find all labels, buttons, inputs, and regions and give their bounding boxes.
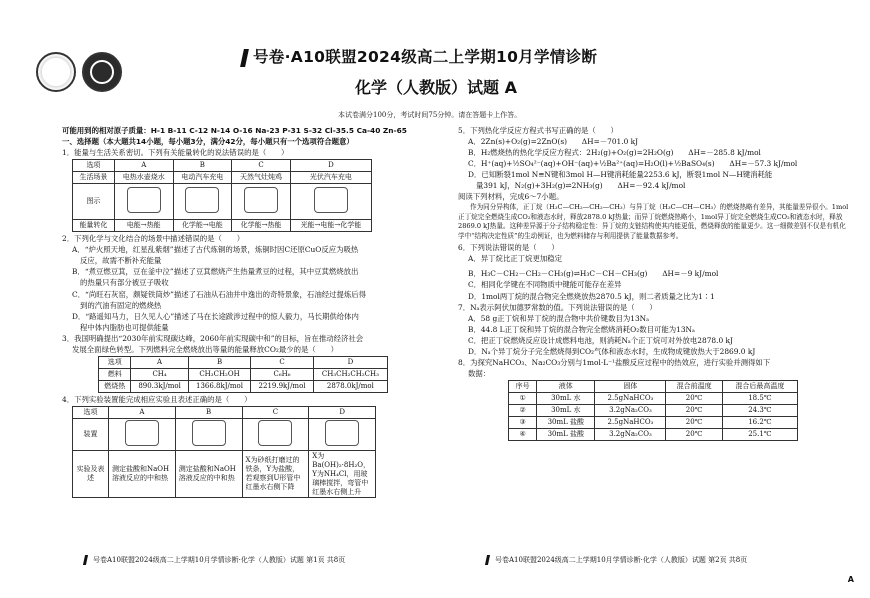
- table-cell: C: [232, 160, 291, 172]
- table-cell: 30mL 盐酸: [537, 416, 595, 428]
- table-cell: C₆H₆: [251, 368, 314, 380]
- table-cell: 20℃: [666, 428, 722, 440]
- atomic-masses: 可能用到的相对原子质量：H-1 B-11 C-12 N-14 O-16 Na-23 P-31 S-32 Cl-35.5 Ca-40 Zn-65: [62, 126, 407, 135]
- table-cell: 18.5℃: [722, 392, 797, 404]
- title-text: ·A10联盟2024级高二上学期10月学情诊断: [284, 48, 598, 66]
- table-cell: 30mL 盐酸: [537, 428, 595, 440]
- table-cell: 20℃: [666, 404, 722, 416]
- question-7: 7．Nₐ表示阿伏加德罗常数的值。下列说法错误的是（ ）: [458, 302, 657, 312]
- q2-option-b: B．“煮豆燃豆萁，豆在釜中泣”描述了豆萁燃烧产生热量煮豆的过程，其中豆萁燃烧放出: [72, 267, 359, 277]
- table-cell: 选项: [99, 356, 131, 368]
- table-cell: B: [175, 406, 242, 418]
- table-cell: 20℃: [666, 416, 722, 428]
- school-seal-logo: [36, 52, 76, 92]
- question-5: 5．下列热化学反应方程式书写正确的是（ ）: [458, 126, 618, 135]
- q7-option-c: C．把正丁烷燃烧反应设计成燃料电池，则消耗Nₐ个正丁烷可对外放电2878.0 kJ: [468, 335, 733, 345]
- q2-option-a: A．“炉火照天地，红星乱紫烟”描述了古代炼铜的场景，炼铜时因C还原CuO反应为吸热: [72, 245, 359, 255]
- table-cell: ②: [509, 404, 537, 416]
- table-cell: 2.5gNaHCO₃: [595, 416, 666, 428]
- brand-mark-icon: [485, 555, 490, 565]
- q5-option-d-cont: 量391 kJ，N₂(g)+3H₂(g)⇌2NH₃(g) ΔH=－92.4 kJ/mol: [476, 181, 686, 191]
- q8-table: [508, 380, 798, 441]
- question-4: 4．下列实验装置能完成相应实验且表述正确的是（ ）: [62, 394, 252, 404]
- q5-option-d: D．已知断裂1mol N≡N键和3mol H—H键消耗能量2253.6 kJ，断裂1mol N—H键消耗能: [468, 170, 773, 180]
- table-cell: 24.3℃: [722, 404, 797, 416]
- question-2: 2．下列化学与文化结合的场景中描述错误的是（ ）: [62, 234, 245, 244]
- table-cell: A: [114, 160, 173, 172]
- solar-car-illustration: [290, 184, 371, 220]
- q1-table: [72, 159, 372, 232]
- table-cell: ③: [509, 416, 537, 428]
- q2-option-c: C．“尚旺石灰窑，颇疑铁筒炒”描述了石油从石油井中逸出的奇特景象，石油经过提炼后得: [72, 289, 367, 299]
- table-cell: D: [290, 160, 371, 172]
- table-cell: 2.5gNaHCO₃: [595, 392, 666, 404]
- table-cell: X为Ba(OH)₂·8H₂O，Y为NH₄Cl，用玻璃棒搅拌，弯管中红墨水右侧上升: [309, 450, 376, 498]
- table-row: [509, 392, 798, 404]
- table-cell: 实验及表述: [73, 450, 109, 498]
- q3-table: [98, 356, 388, 393]
- table-cell: 3.2gNa₂CO₃: [595, 404, 666, 416]
- table-cell: 混合后最高温度: [722, 381, 797, 393]
- question-1: 1．能量与生活关系密切。下列有关能量转化的说法错误的是（ ）: [62, 148, 289, 158]
- table-cell: 890.3kJ/mol: [131, 380, 188, 392]
- q6-option-c: C．相同化学键在不同物质中键能可能存在差异: [468, 280, 622, 290]
- u-tube-beaker-diagram: [309, 418, 376, 450]
- table-cell: 固体: [595, 381, 666, 393]
- calorimeter-sensor-diagram: [175, 418, 242, 450]
- exam-title: [242, 48, 597, 68]
- section-heading: 一、选择题（本大题共14小题，每小题3分，满分42分，每小题只有一个选项符合题意）: [62, 137, 354, 147]
- table-cell: 3.2gNa₂CO₃: [595, 428, 666, 440]
- question-6: 6．下列说法错误的是（ ）: [458, 242, 559, 252]
- q2-option-a-cont: 反应，故需不断补充能量: [80, 256, 162, 266]
- table-cell: 电热水壶烧水: [114, 172, 173, 184]
- table-cell: B: [173, 160, 232, 172]
- q4-table: [72, 406, 376, 499]
- table-row: [509, 428, 798, 440]
- table-row: [509, 416, 798, 428]
- calorimeter-diagram: [109, 418, 176, 450]
- table-cell: 能量转化: [73, 220, 115, 232]
- brand-mark-icon: [240, 49, 249, 67]
- table-cell: 图示: [73, 184, 115, 220]
- table-cell: 1366.8kJ/mol: [188, 380, 251, 392]
- table-cell: 选项: [73, 406, 109, 418]
- q2-option-d-cont: 程中体内脂肪也可提供能量: [80, 322, 169, 332]
- table-cell: 天然气灶炖鸡: [232, 172, 291, 184]
- table-cell: 化学能→热能: [232, 220, 291, 232]
- q6-option-d: D．1mol两丁烷的混合物完全燃烧放热2870.5 kJ，则二者质量之比为1∶1: [468, 291, 715, 301]
- table-cell: 燃料: [99, 368, 131, 380]
- table-row: [509, 404, 798, 416]
- table-cell: 序号: [509, 381, 537, 393]
- table-cell: CH₄: [131, 368, 188, 380]
- corner-mark: A: [847, 575, 854, 584]
- page-footer-1: [84, 555, 345, 565]
- q7-option-b: B．44.8 L正丁烷和异丁烷的混合物完全燃烧消耗O₂数目可能为13Nₐ: [468, 324, 695, 334]
- table-cell: ①: [509, 392, 537, 404]
- q2-option-b-cont: 的热量只有部分被豆子吸收: [80, 278, 169, 288]
- table-cell: 光能→电能→化学能: [290, 220, 371, 232]
- kettle-illustration: [114, 184, 173, 220]
- table-cell: D: [313, 356, 387, 368]
- q5-option-c: C．H⁺(aq)+½SO₄²⁻(aq)+OH⁻(aq)+½Ba²⁺(aq)=H₂O(l)+½BaSO₄(s) ΔH=－57.3 kJ/mol: [468, 159, 798, 169]
- question-3-cont: 发展全面绿色转型。下列燃料完全燃烧放出等量的能量释放CO₂最少的是（ ）: [72, 344, 338, 354]
- table-cell: D: [309, 406, 376, 418]
- footer-text: A10联盟2024级高二上学期10月学情诊断·化学（人教版）试题 第2页 共8页: [509, 556, 748, 564]
- question-8: 8．为探究NaHCO₃、Na₂CO₃分别与1mol·L⁻¹盐酸反应过程中的热效应，进行实验并测得如下: [458, 357, 771, 367]
- table-cell: 液体: [537, 381, 595, 393]
- brand-name: 号卷: [253, 48, 285, 66]
- gas-stove-illustration: [232, 184, 291, 220]
- table-cell: 30mL 水: [537, 404, 595, 416]
- table-cell: 燃烧热: [99, 380, 131, 392]
- question-3: 3．我国明确提出“2030年前实现碳达峰，2060年前实现碳中和”的目标，旨在推动经济社会: [62, 333, 364, 343]
- table-cell: 电动汽车充电: [173, 172, 232, 184]
- right-column: [458, 126, 850, 441]
- table-cell: 选项: [73, 160, 115, 172]
- footer-brand: 号卷: [93, 556, 107, 564]
- q7-option-d: D．Nₐ个异丁烷分子完全燃烧得到CO₂气体和液态水时，生成物成键放热大于2869.0 kJ: [468, 346, 756, 356]
- table-cell: 光伏汽车充电: [290, 172, 371, 184]
- page-footer-2: [486, 555, 747, 565]
- table-cell: 混合前温度: [666, 381, 722, 393]
- table-cell: ④: [509, 428, 537, 440]
- exam-subtitle: 化学（人教版）试题 A: [355, 78, 517, 97]
- table-cell: CH₃CH₂OH: [188, 368, 251, 380]
- table-cell: X为砂纸打磨过的铁条，Y为盐酸，若观察到U形管中红墨水右侧下降: [242, 450, 309, 498]
- q6-option-a: A．异丁烷比正丁烷更加稳定: [468, 253, 563, 263]
- footer-brand: 号卷: [495, 556, 509, 564]
- education-seal-logo: [82, 52, 122, 92]
- table-cell: 25.1℃: [722, 428, 797, 440]
- table-cell: CH₃CH₂CH₂CH₃: [313, 368, 387, 380]
- footer-text: A10联盟2024级高二上学期10月学情诊断·化学（人教版）试题 第1页 共8页: [107, 556, 346, 564]
- q2-option-d: D．“路遥知马力，日久见人心”描述了马在长途跋涉过程中的惊人毅力，马长期供给体内: [72, 311, 359, 321]
- table-cell: 20℃: [666, 392, 722, 404]
- q5-option-b: B．H₂燃烧热的热化学反应方程式：2H₂(g)+O₂(g)=2H₂O(g) ΔH=－285.8 kJ/mol: [468, 148, 761, 158]
- reading-passage: 作为同分异构体，正丁烷（H₃C—CH₂—CH₂—CH₃）与异丁烷（H₃C—CH—CH₃）的燃烧热略有差异，其能量差异很小。1mol正丁烷完全燃烧生成CO₂和液态水时，释放2878.0 kJ热量；而异丁烷燃烧热略小，1mol异丁烷完全燃烧生成CO₂和液态水时，释放2869.0 kJ热量。这种差异源于分子结构稳定性：异丁烷的支链结构使其内能更低，燃烧释放的能量更少。这一细微差别不仅是有机化学中“结构决定性质”的生动例证，也为燃料储存与利用提供了能量数据参考。: [458, 203, 849, 240]
- table-cell: 电能→热能: [114, 220, 173, 232]
- question-8-cont: 数据：: [468, 368, 491, 378]
- table-cell: 2219.9kJ/mol: [251, 380, 314, 392]
- table-cell: 16.2℃: [722, 416, 797, 428]
- table-cell: 测定盐酸和NaOH溶液反应的中和热: [175, 450, 242, 498]
- brand-mark-icon: [83, 555, 88, 565]
- table-cell: C: [251, 356, 314, 368]
- table-cell: 测定盐酸和NaOH溶液反应的中和热: [109, 450, 176, 498]
- q5-option-a: A．2Zn(s)+O₂(g)=2ZnO(s) ΔH=－701.0 kJ: [468, 137, 639, 147]
- reading-instruction: 阅读下列材料，完成6～7小题。: [458, 192, 564, 202]
- left-column: [62, 126, 454, 498]
- u-tube-flask-diagram: [242, 418, 309, 450]
- table-cell: 30mL 水: [537, 392, 595, 404]
- table-cell: B: [188, 356, 251, 368]
- exam-note: 本试卷满分100分，考试时间75分钟。请在答题卡上作答。: [338, 111, 522, 119]
- table-cell: A: [109, 406, 176, 418]
- table-cell: C: [242, 406, 309, 418]
- table-cell: 化学能→电能: [173, 220, 232, 232]
- electric-car-illustration: [173, 184, 232, 220]
- table-cell: 装置: [73, 418, 109, 450]
- table-cell: 生活场景: [73, 172, 115, 184]
- q7-option-a: A．58 g正丁烷和异丁烷的混合物中共价键数目为13Nₐ: [468, 313, 649, 323]
- q6-option-b: B．H₃C－CH₂－CH₂－CH₃(g)⇌H₃C－CH－CH₃(g) ΔH=－9 kJ/mol: [468, 269, 719, 279]
- table-cell: A: [131, 356, 188, 368]
- table-cell: 2878.0kJ/mol: [313, 380, 387, 392]
- q2-option-c-cont: 到的汽油有固定的燃烧热: [80, 300, 162, 310]
